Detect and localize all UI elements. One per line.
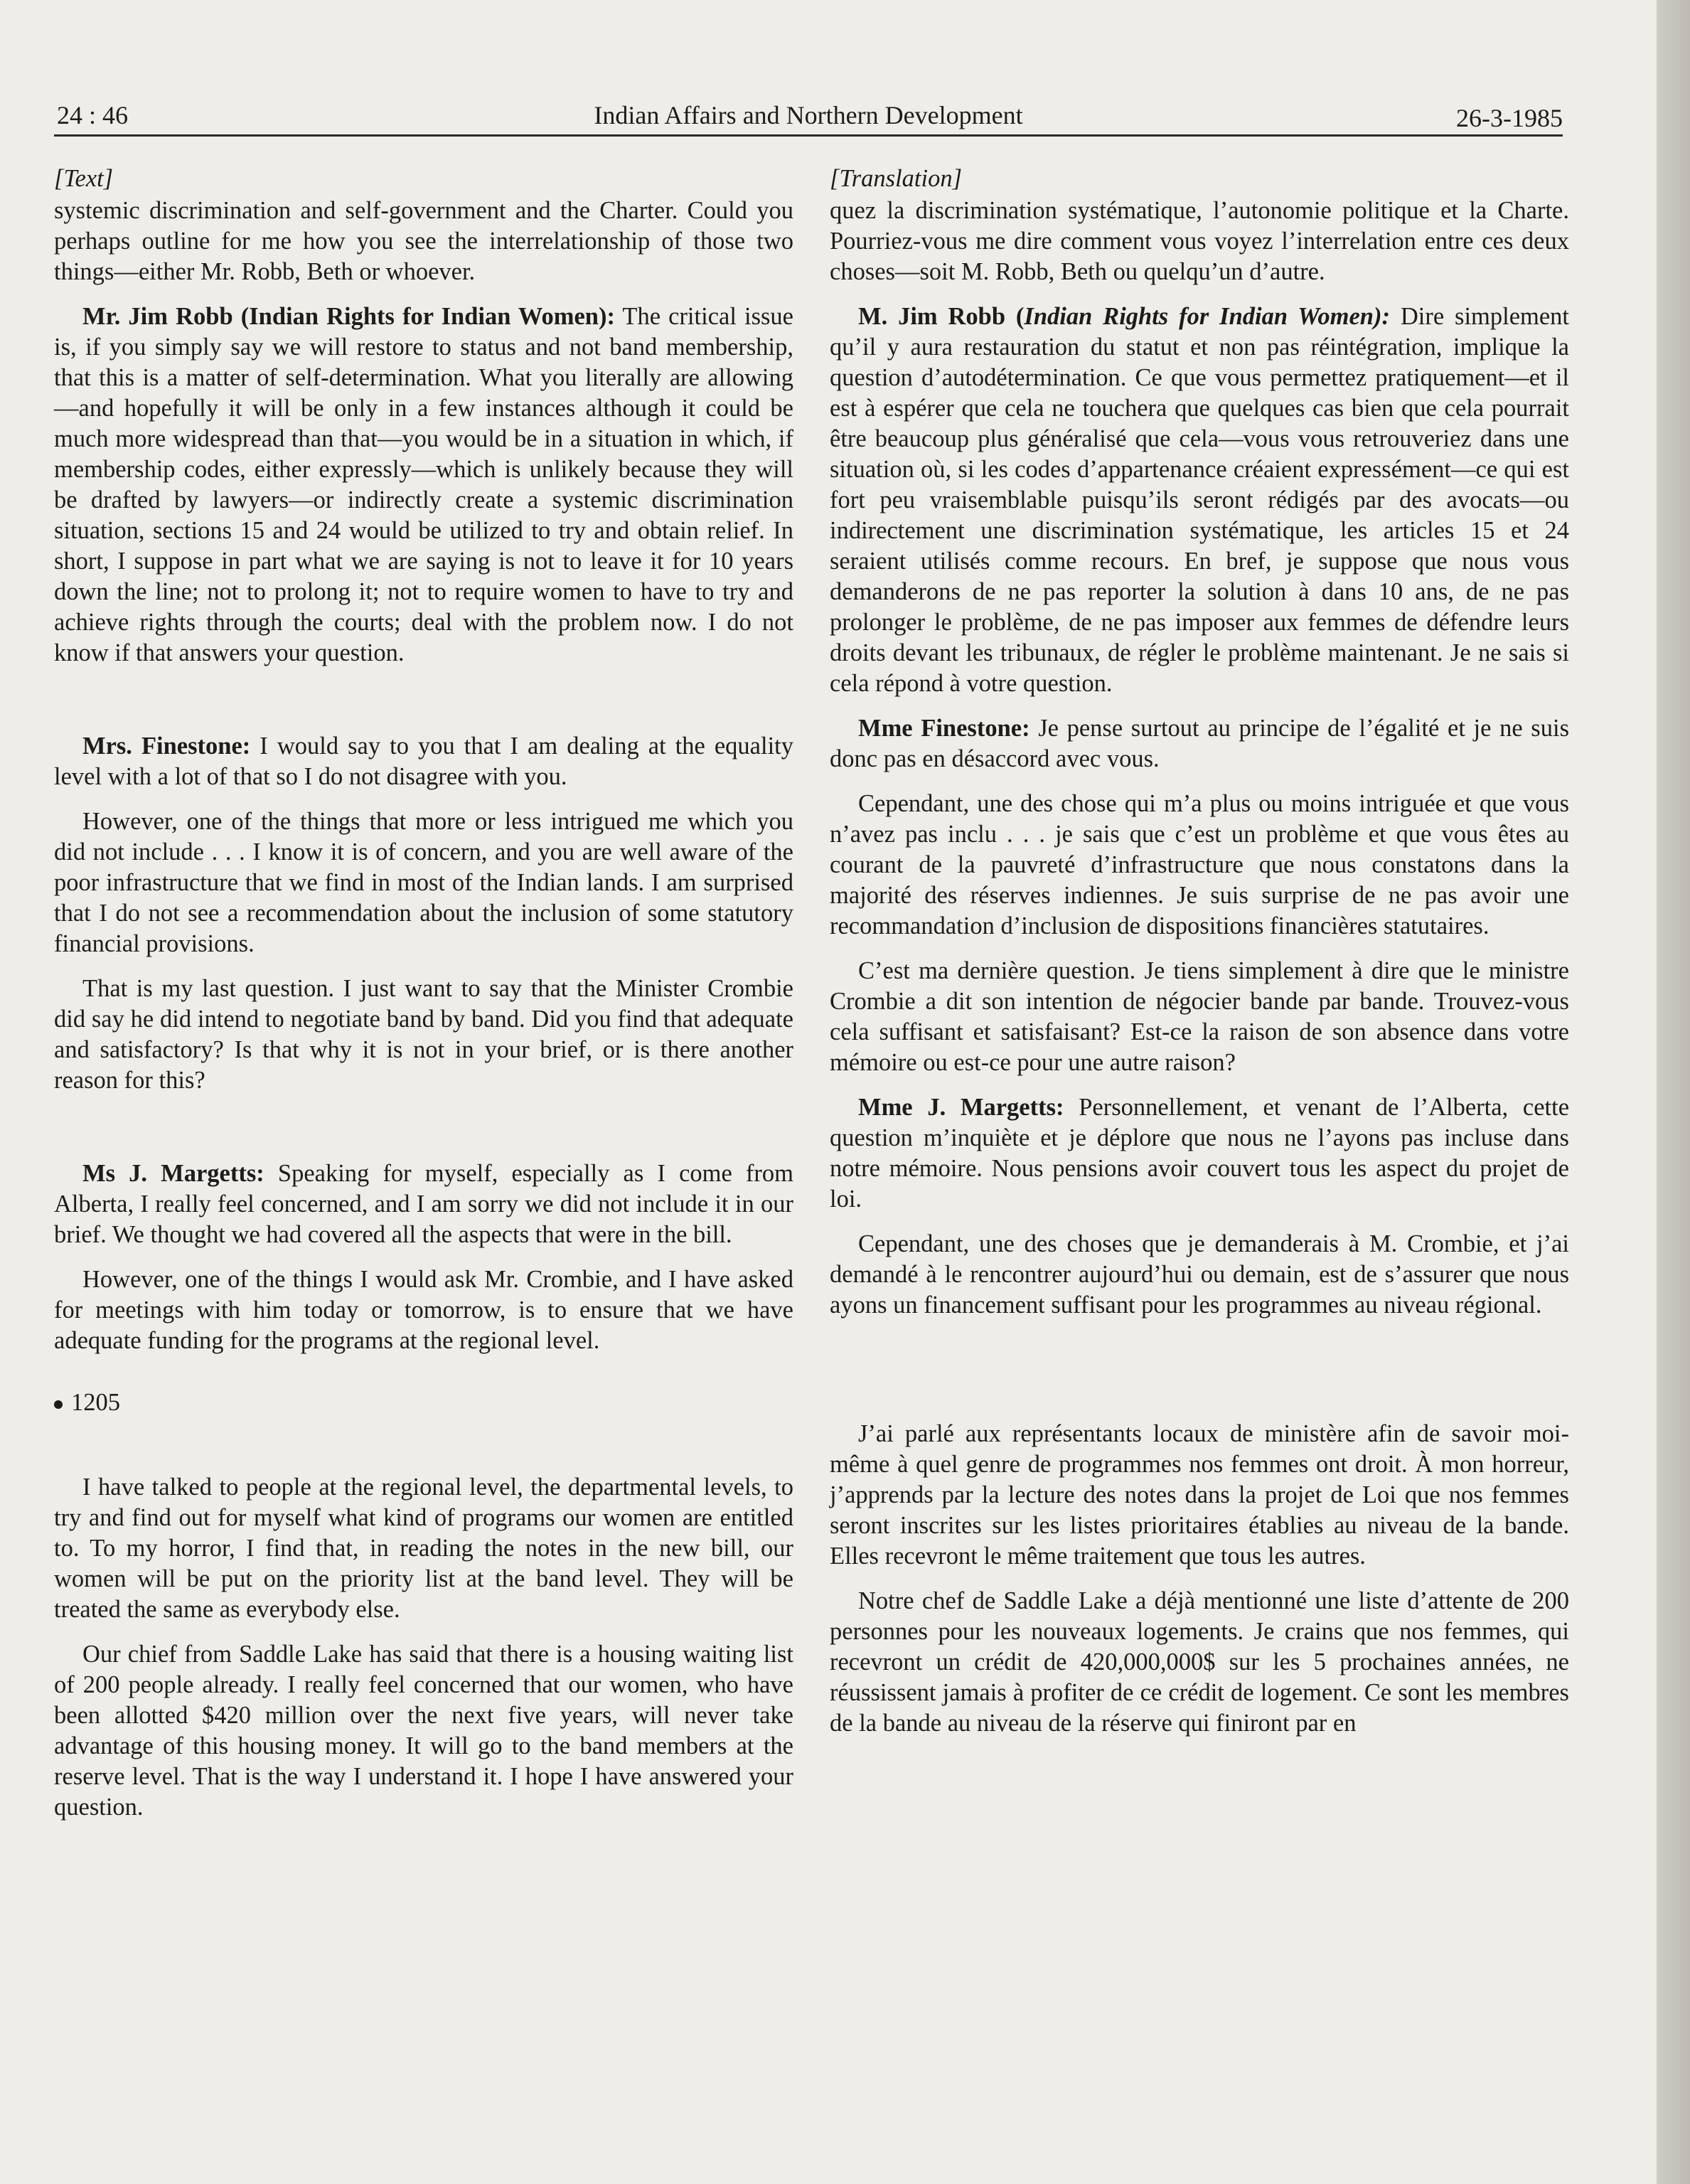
speaker-name: Mme J. Margetts: [858, 1094, 1064, 1121]
speaker-name: Ms J. Margetts: [82, 1160, 264, 1187]
paragraph: J’ai parlé aux représentants locaux de ministère afin de savoir moi-même à quel genre de programmes nos femmes ont droit. À mon horreur, j’apprends par la lecture des notes dans la projet de Loi que nos femmes seront inscrites sur les listes prioritaires établies au niveau de la bande. Elles recevront le même traitement que tous les autres. [830, 1420, 1569, 1570]
column-tag-text: Text [63, 165, 104, 192]
time-marker-text: 1205 [71, 1389, 120, 1416]
paragraph [54, 302, 793, 668]
speaker-name: Mrs. Finestone: [82, 733, 251, 760]
paragraph: Cependant, une des chose qui m’a plus ou moins intriguée et que vous n’avez pas inclu . . . je sais que c’est un problème et que vous êtes au courant de la pauvreté d’infrastructure que nous constatons dans la majorité des réserves indiennes. Je suis surprise de ne pas avoir une recommandation d’inclusion de dispositions financières statutaires. [830, 790, 1569, 939]
paragraph: quez la discrimination systématique, l’autonomie politique et la Charte. Pourriez-vous me dire comment vous voyez l’interrelation entre ces deux choses—soit M. Robb, Beth ou quelqu’un d’autre. [830, 197, 1569, 285]
time-marker [54, 1387, 793, 1418]
running-title: Indian Affairs and Northern Development [594, 101, 1023, 129]
paragraph [830, 302, 1569, 699]
page-date: 26-3-1985 [1456, 104, 1563, 132]
page-edge [1657, 0, 1690, 2184]
speaker-name-part: M. Jim Robb ( [858, 303, 1025, 330]
column-tag: [Text] [54, 165, 114, 192]
column-tag: [Translation] [830, 165, 963, 192]
paragraph: However, one of the things I would ask Mr. Crombie, and I have asked for meetings with him today or tomorrow, is to ensure that we have adequate funding for the programs at the regional level. [54, 1266, 793, 1354]
paragraph [830, 713, 1569, 774]
speech-text: Je pense surtout au principe de l’égalité et je ne suis donc pas en désaccord avec vous. [830, 715, 1569, 772]
speaker-name: Mme Finestone: [858, 715, 1030, 742]
speech-text: The critical issue is, if you simply say we will restore to status and not band membership, that this is a matter of self-determination. What you literally are allowing—and hopefully it will be only in a few instances although it could be much more widespread than that—you would be in a situation in which, if membership codes, either expressly—which is unlikely because they will be drafted by lawyers—or indirectly create a systemic discrimination situation, sections 15 and 24 would be utilized to try and obtain relief. In short, I suppose in part what we are saying is not to leave it for 10 years down the line; not to prolong it; not to require women to have to try and achieve rights through the courts; deal with the problem now. I do not know if that answers your question. [54, 303, 793, 666]
speech-text: Speaking for myself, especially as I come from Alberta, I really feel concerned, and I am sorry we did not include it in our brief. We thought we had covered all the aspects that were in the bill. [54, 1160, 793, 1248]
paragraph: However, one of the things that more or less intrigued me which you did not include . . . I know it is of concern, and you are well aware of the poor infrastructure that we find in most of the Indian lands. I am surprised that I do not see a recommendation about the inclusion of some statutory financial provisions. [54, 808, 793, 957]
paragraph: C’est ma dernière question. Je tiens simplement à dire que le ministre Crombie a dit son intention de négocier bande par bande. Trouvez-vous cela suffisant et satisfaisant? Est-ce la raison de son absence dans votre mémoire ou est-ce pour une autre raison? [830, 957, 1569, 1076]
paragraph: I have talked to people at the regional level, the departmental levels, to try and find out for myself what kind of programs our women are entitled to. To my horror, I find that, in reading the notes in the new bill, our women will be put on the priority list at the band level. They will be treated the same as everybody else. [54, 1474, 793, 1623]
paragraph: That is my last question. I just want to say that the Minister Crombie did say he did intend to negotiate band by band. Did you find that adequate and satisfactory? Is that why it is not in your brief, or is there another reason for this? [54, 975, 793, 1094]
english-column [54, 164, 793, 1823]
french-column [830, 164, 1569, 1739]
paragraph: Our chief from Saddle Lake has said that there is a housing waiting list of 200 people already. I really feel concerned that our women, who have been allotted $420 million over the next five years, will never take advantage of this housing money. It will go to the band members at the reserve level. That is the way I understand it. I hope I have answered your question. [54, 1641, 793, 1821]
speaker-affiliation: Indian Rights for Indian Women): [1024, 303, 1390, 330]
paragraph: Cependant, une des choses que je demanderais à M. Crombie, et j’ai demandé à le rencontrer aujourd’hui ou demain, est de s’assurer que nous ayons un financement suffisant pour les programmes au niveau régional. [830, 1230, 1569, 1319]
paragraph [54, 1158, 793, 1250]
bullet-icon [54, 1400, 63, 1409]
page-number: 24 : 46 [57, 101, 129, 129]
page-header [54, 91, 1563, 134]
paragraph [54, 731, 793, 792]
speech-text: I would say to you that I am dealing at the equality level with a lot of that so I do not disagree with you. [54, 733, 794, 790]
header-rule [54, 134, 1563, 137]
speech-text: Dire simplement qu’il y aura restauration du statut et non pas réintégration, implique la question d’autodétermination. Ce que vous permettez pratiquement—et il est à espérer que cela ne touchera que quelques cas bien que cela pourrait être beaucoup plus généralisé que cela—vous vous retrouveriez dans une situation où, si les codes d’appartenance créaient expressément—ce qui est fort peu vraisemblable puisqu’ils seront rédigés par des avocats—ou indirectement une discrimination systématique, les articles 15 et 24 seraient utilisés comme recours. En bref, je suppose que nous vous demanderons de ne pas reporter la solution à dans 10 ans, de ne pas prolonger le problème, de ne pas imposer aux femmes de défendre leurs droits devant les tribunaux, de régler le problème maintenant. Je ne sais si cela répond à votre question. [830, 303, 1569, 697]
paragraph: Notre chef de Saddle Lake a déjà mentionné une liste d’attente de 200 personnes pour les nouveaux logements. Je crains que nos femmes, qui recevront un crédit de 420,000,000$ sur les 5 prochaines années, ne réussissent jamais à profiter de ce crédit de logement. Ce sont les membres de la bande au niveau de la réserve qui finiront par en [830, 1587, 1569, 1737]
paragraph [830, 1092, 1569, 1215]
column-tag-text: Translation [839, 165, 953, 192]
speaker-name: Mr. Jim Robb (Indian Rights for Indian Women): [82, 303, 615, 330]
speech-text: Personnellement, et venant de l’Alberta, cette question m’inquiète et je déplore que nous ne l’ayons pas incluse dans notre mémoire. Nous pensions avoir couvert tous les aspect du projet de loi. [830, 1094, 1570, 1213]
paragraph: systemic discrimination and self-government and the Charter. Could you perhaps outline for me how you see the interrelationship of those two things—either Mr. Robb, Beth or whoever. [54, 197, 793, 285]
speaker-name [858, 303, 1390, 330]
